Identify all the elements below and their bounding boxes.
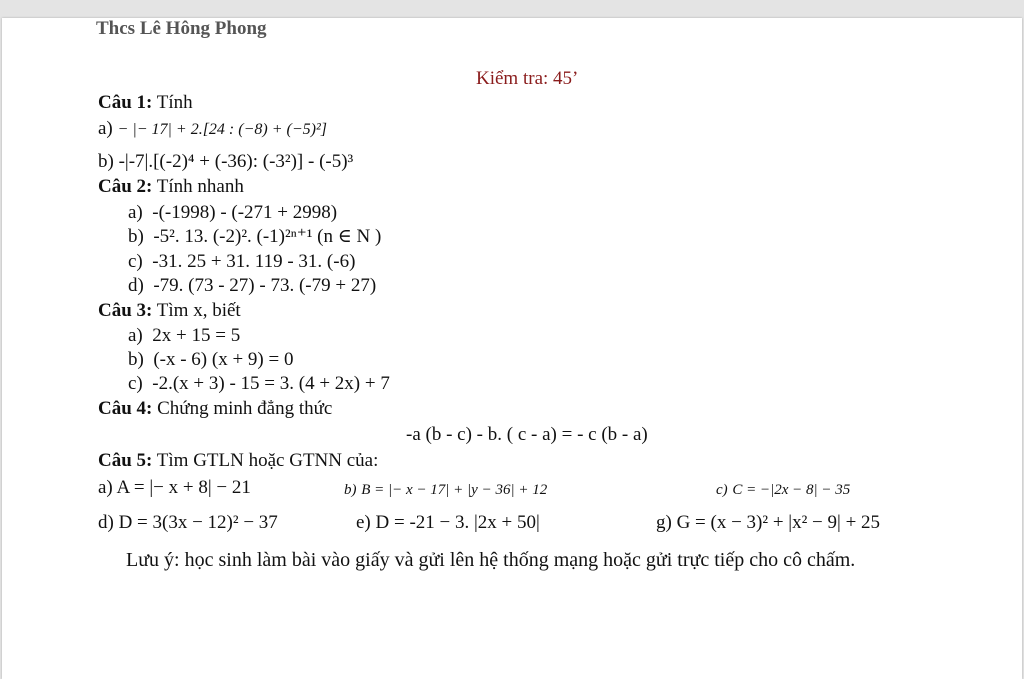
question-3-heading [98, 300, 241, 322]
item-expression: -31. 25 + 31. 119 - 31. (-6) [152, 251, 356, 272]
question-3-label: Câu 3: [98, 300, 153, 321]
question-4-identity: -a (b - c) - b. ( c - a) = - c (b - a) [406, 424, 648, 445]
item-expression: D = 3(3x − 12)² − 37 [118, 512, 278, 533]
question-1-title: Tính [156, 92, 193, 113]
question-1-item-a [98, 118, 327, 141]
item-expression: A = |− x + 8| − 21 [116, 477, 251, 498]
question-5-item-c [716, 478, 850, 501]
question-2-heading [98, 176, 244, 198]
item-label: c) [716, 482, 728, 498]
item-label: a) [128, 325, 143, 346]
question-5-item-b [344, 478, 547, 501]
item-expression: D = -21 − 3. |2x + 50| [375, 512, 540, 533]
question-2-item [128, 275, 376, 297]
item-label: d) [128, 275, 144, 296]
item-label: c) [128, 251, 143, 272]
item-label: c) [128, 373, 143, 394]
note-text: Lưu ý: học sinh làm bài vào giấy và gửi lên hệ thống mạng hoặc gửi trực tiếp cho cô chấm. [126, 549, 856, 571]
item-label: d) [98, 512, 114, 533]
question-5-item-a [98, 477, 251, 499]
item-expression: -|-7|.[(-2)⁴ + (-36): (-3²)] - (-5)³ [118, 151, 354, 172]
question-4-label: Câu 4: [98, 398, 153, 419]
item-expression: B = |− x − 17| + |y − 36| + 12 [361, 482, 548, 498]
exam-page [2, 18, 1022, 679]
item-expression: 2x + 15 = 5 [152, 325, 241, 346]
item-expression: -5². 13. (-2)². (-1)²ⁿ⁺¹ (n ∈ N ) [153, 226, 382, 247]
item-expression: -2.(x + 3) - 15 = 3. (4 + 2x) + 7 [152, 373, 390, 394]
school-name: Thcs Lê Hông Phong [96, 18, 267, 39]
item-expression: G = (x − 3)² + |x² − 9| + 25 [676, 512, 881, 533]
question-4-title: Chứng minh đẳng thức [157, 398, 333, 419]
question-2-title: Tính nhanh [156, 176, 244, 197]
question-1-label: Câu 1: [98, 92, 153, 113]
question-3-title: Tìm x, biết [156, 300, 241, 321]
question-2-item [128, 226, 381, 248]
item-label: g) [656, 512, 672, 533]
item-label: b) [128, 349, 144, 370]
question-5-heading [98, 450, 378, 472]
item-label: a) [98, 477, 113, 498]
question-2-item [128, 251, 355, 273]
question-3-item [128, 373, 390, 395]
question-4-heading [98, 398, 332, 420]
question-5-item-d [98, 512, 278, 534]
item-label: a) [128, 202, 143, 223]
question-3-item [128, 325, 240, 347]
item-expression: -(-1998) - (-271 + 2998) [152, 202, 338, 223]
item-expression: − |− 17| + 2.[24 : (−8) + (−5)²] [117, 121, 327, 138]
item-expression: C = −|2x − 8| − 35 [732, 482, 851, 498]
item-expression: -79. (73 - 27) - 73. (-79 + 27) [153, 275, 377, 296]
question-5-item-g [656, 512, 880, 534]
item-label: e) [356, 512, 371, 533]
question-1-heading [98, 92, 193, 114]
question-5-title: Tìm GTLN hoặc GTNN của: [156, 450, 379, 471]
question-2-item [128, 202, 337, 224]
item-expression: (-x - 6) (x + 9) = 0 [153, 349, 294, 370]
item-label: b) [98, 151, 114, 172]
exam-title: Kiểm tra: 45’ [476, 68, 579, 89]
item-label: b) [344, 482, 357, 498]
question-1-item-b [98, 151, 353, 173]
item-label: a) [98, 118, 113, 139]
question-2-label: Câu 2: [98, 176, 153, 197]
item-label: b) [128, 226, 144, 247]
question-3-item [128, 349, 293, 371]
question-5-label: Câu 5: [98, 450, 153, 471]
question-5-item-e [356, 512, 540, 534]
